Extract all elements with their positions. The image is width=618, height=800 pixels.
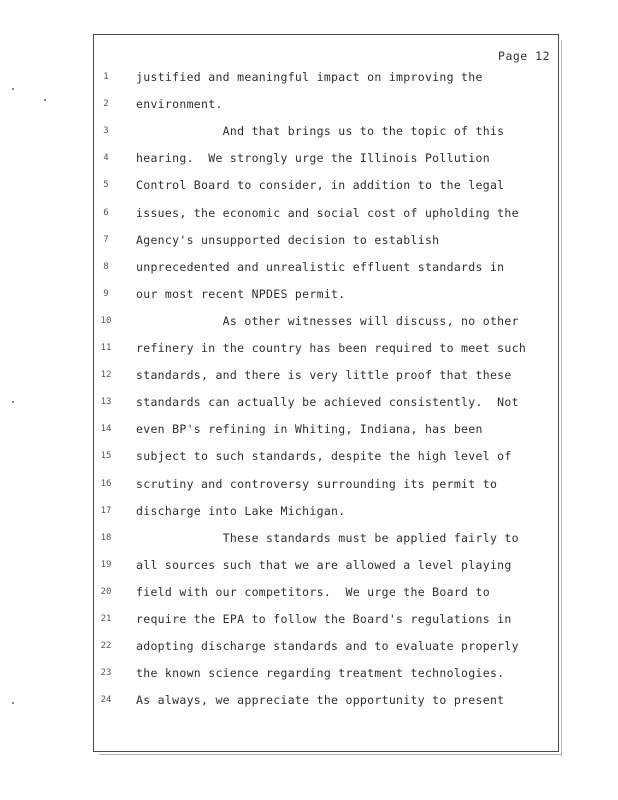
line-number: 18 — [100, 532, 112, 543]
transcript-line: field with our competitors. We urge the Board to — [136, 584, 490, 599]
line-number: 13 — [100, 397, 112, 408]
line-number: 9 — [103, 288, 109, 299]
line-number: 6 — [103, 207, 109, 218]
line-number: 19 — [100, 559, 112, 570]
transcript-line: Control Board to consider, in addition to the legal — [136, 178, 505, 193]
line-number: 15 — [100, 451, 112, 462]
page-number: Page 12 — [498, 49, 550, 63]
line-number: 20 — [100, 586, 112, 597]
line-number: 17 — [100, 505, 112, 516]
line-number: 23 — [100, 668, 112, 679]
scan-speck — [12, 88, 14, 90]
transcript-line: And that brings us to the topic of this — [136, 124, 505, 139]
transcript-line: As always, we appreciate the opportunity to present — [136, 693, 505, 708]
line-number: 12 — [100, 370, 112, 381]
transcript-line: even BP's refining in Whiting, Indiana, has been — [136, 422, 483, 437]
transcript-line: all sources such that we are allowed a level playing — [136, 557, 512, 572]
line-number: 21 — [100, 614, 112, 624]
transcript-line: scrutiny and controversy surrounding its permit to — [136, 476, 498, 491]
line-number: 4 — [103, 153, 109, 164]
transcript-line: Agency's unsupported decision to establish — [136, 232, 440, 247]
page-edge-bottom — [99, 754, 561, 755]
transcript-line: As other witnesses will discuss, no other — [136, 313, 519, 328]
transcript-line: the known science regarding treatment technologies. — [136, 666, 505, 681]
scan-speck — [44, 99, 46, 101]
line-number: 3 — [103, 126, 109, 137]
line-number: 11 — [100, 343, 112, 353]
transcript-line: These standards must be applied fairly to — [136, 530, 519, 545]
line-number: 5 — [103, 180, 109, 191]
line-number: 14 — [100, 424, 112, 435]
transcript-line: subject to such standards, despite the high level of — [136, 449, 512, 464]
transcript-line: our most recent NPDES permit. — [136, 286, 346, 301]
transcript-line: standards can actually be achieved consistently. Not — [136, 395, 519, 410]
line-number: 24 — [100, 695, 112, 706]
line-number: 7 — [103, 234, 109, 245]
transcript-line: hearing. We strongly urge the Illinois Pollution — [136, 151, 490, 166]
line-number: 22 — [100, 641, 112, 652]
transcript-line: environment. — [136, 97, 223, 112]
page-edge-right — [561, 40, 562, 756]
scan-speck — [12, 702, 14, 704]
transcript-line: justified and meaningful impact on improving the — [136, 70, 483, 84]
transcript-line: adopting discharge standards and to evaluate properly — [136, 639, 519, 654]
line-number: 16 — [100, 478, 112, 489]
scan-speck — [12, 401, 14, 403]
line-number: 2 — [103, 99, 109, 110]
line-number: 8 — [103, 261, 109, 272]
line-number: 10 — [100, 315, 112, 326]
transcript-line: standards, and there is very little proof that these — [136, 368, 512, 383]
transcript-line: unprecedented and unrealistic effluent standards in — [136, 259, 505, 274]
line-number: 1 — [103, 72, 109, 82]
transcript-line: issues, the economic and social cost of upholding the — [136, 205, 519, 220]
transcript-line: discharge into Lake Michigan. — [136, 503, 346, 518]
transcript-line: refinery in the country has been required to meet such — [136, 341, 527, 355]
transcript-line: require the EPA to follow the Board's regulations in — [136, 612, 512, 626]
